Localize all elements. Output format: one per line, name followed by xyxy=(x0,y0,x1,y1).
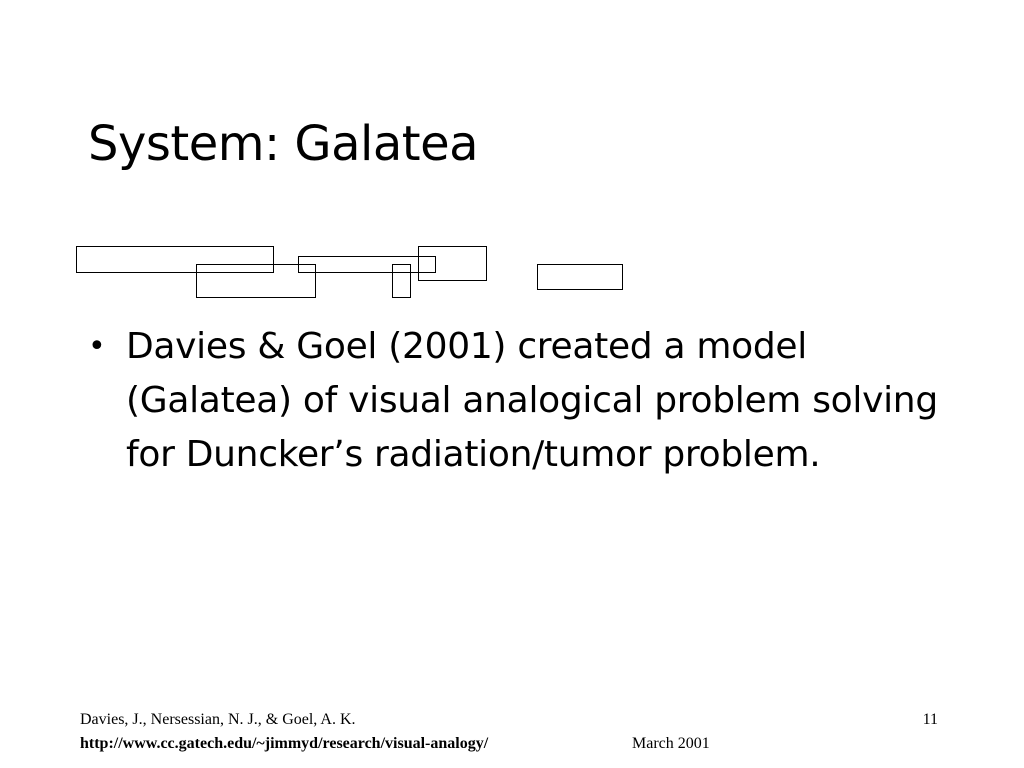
bullet-list xyxy=(88,320,938,482)
diagram-rectangle xyxy=(76,246,274,273)
page-number: 11 xyxy=(922,711,938,728)
bullet-text: Davies & Goel (2001) created a model (Galatea) of visual analogical problem solving for Duncker’s radiation/tumor problem. xyxy=(126,326,938,475)
footer-date: March 2001 xyxy=(632,735,710,752)
bullet-marker: • xyxy=(88,329,106,364)
diagram-rectangle xyxy=(392,264,411,298)
bullet-item xyxy=(88,320,938,482)
diagram-rectangle xyxy=(418,246,487,281)
diagram-rectangle xyxy=(537,264,623,290)
footer-citation xyxy=(80,708,488,756)
slide-title: System: Galatea xyxy=(88,116,479,172)
footer-url: http://www.cc.gatech.edu/~jimmyd/research/visual-analogy/ xyxy=(80,735,489,752)
diagram-rectangle xyxy=(298,256,436,273)
diagram-rectangle xyxy=(196,264,316,298)
footer-authors: Davies, J., Nersessian, N. J., & Goel, A. K. xyxy=(80,711,356,728)
